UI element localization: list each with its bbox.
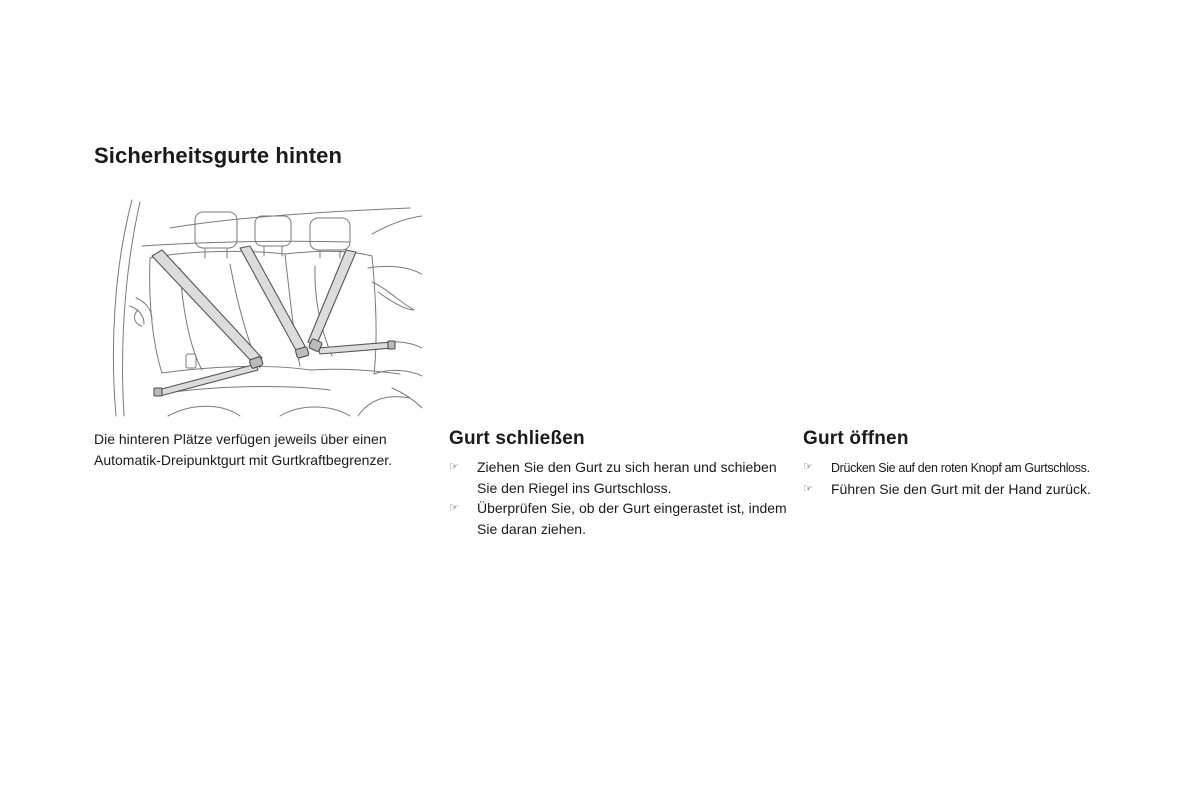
intro-text: Die hinteren Plätze verfügen jeweils über einen Automatik-Dreipunktgurt mit Gurtkraftbegrenzer. — [94, 431, 393, 468]
pointing-hand-icon: ☞ — [449, 502, 459, 514]
list-item — [803, 457, 1163, 479]
list-item — [803, 479, 1163, 500]
list-item — [449, 498, 789, 539]
list-item-text: Drücken Sie auf den roten Knopf am Gurtschloss. — [831, 461, 1090, 475]
instruction-list — [449, 457, 789, 539]
pointing-hand-icon: ☞ — [803, 482, 813, 495]
list-item-text: Führen Sie den Gurt mit der Hand zurück. — [831, 480, 1091, 497]
section-heading: Gurt öffnen — [803, 428, 909, 449]
list-item-text: Ziehen Sie den Gurt zu sich heran und schieben Sie den Riegel ins Gurtschloss. — [477, 459, 777, 496]
list-item — [449, 457, 789, 498]
page-title: Sicherheitsgurte hinten — [94, 143, 343, 168]
section-close-belt — [449, 428, 789, 539]
list-item-text: Überprüfen Sie, ob der Gurt eingerastet ist, indem Sie daran ziehen. — [477, 500, 787, 537]
pointing-hand-icon: ☞ — [803, 461, 813, 473]
rear-seatbelt-illustration-icon — [110, 198, 422, 418]
section-heading: Gurt schließen — [449, 428, 585, 449]
section-open-belt — [803, 428, 1163, 499]
pointing-hand-icon: ☞ — [449, 461, 459, 473]
instruction-list — [803, 457, 1163, 499]
